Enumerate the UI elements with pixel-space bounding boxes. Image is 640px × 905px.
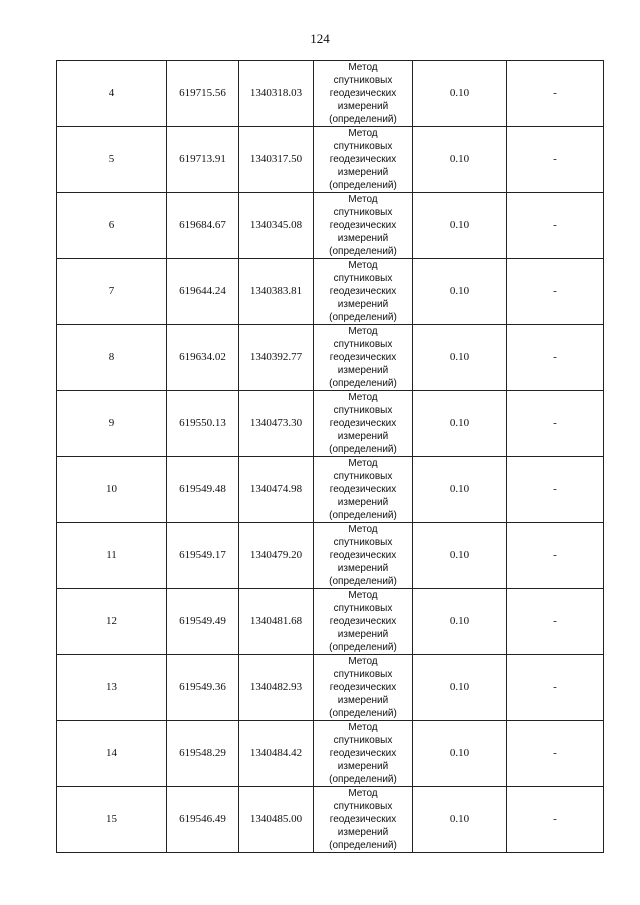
x-coordinate-cell: 619644.24	[167, 259, 239, 325]
table-body	[57, 61, 604, 853]
method-cell	[314, 589, 413, 655]
table-row	[57, 61, 604, 127]
y-coordinate-cell: 1340383.81	[239, 259, 314, 325]
x-coordinate-cell: 619684.67	[167, 193, 239, 259]
method-text: Метод спутниковых геодезических измерений (определений)	[329, 392, 397, 455]
description-cell: -	[507, 787, 604, 853]
accuracy-cell: 0.10	[413, 259, 507, 325]
table-row	[57, 655, 604, 721]
method-text: Метод спутниковых геодезических измерений (определений)	[329, 788, 397, 851]
point-number-cell: 15	[57, 787, 167, 853]
y-coordinate-cell: 1340317.50	[239, 127, 314, 193]
point-number-cell: 12	[57, 589, 167, 655]
accuracy-cell: 0.10	[413, 787, 507, 853]
accuracy-cell: 0.10	[413, 457, 507, 523]
accuracy-cell: 0.10	[413, 589, 507, 655]
description-cell: -	[507, 259, 604, 325]
description-cell: -	[507, 391, 604, 457]
y-coordinate-cell: 1340484.42	[239, 721, 314, 787]
accuracy-cell: 0.10	[413, 61, 507, 127]
coordinates-table	[56, 60, 604, 853]
x-coordinate-cell: 619634.02	[167, 325, 239, 391]
description-cell: -	[507, 523, 604, 589]
y-coordinate-cell: 1340345.08	[239, 193, 314, 259]
accuracy-cell: 0.10	[413, 391, 507, 457]
y-coordinate-cell: 1340474.98	[239, 457, 314, 523]
description-cell: -	[507, 61, 604, 127]
table-row	[57, 325, 604, 391]
point-number-cell: 4	[57, 61, 167, 127]
method-text: Метод спутниковых геодезических измерений (определений)	[329, 458, 397, 521]
method-text: Метод спутниковых геодезических измерений (определений)	[329, 62, 397, 125]
method-text: Метод спутниковых геодезических измерений (определений)	[329, 722, 397, 785]
x-coordinate-cell: 619549.49	[167, 589, 239, 655]
page-number: 124	[310, 31, 330, 46]
point-number-cell: 9	[57, 391, 167, 457]
description-cell: -	[507, 325, 604, 391]
method-text: Метод спутниковых геодезических измерений (определений)	[329, 326, 397, 389]
description-cell: -	[507, 457, 604, 523]
method-text: Метод спутниковых геодезических измерений (определений)	[329, 524, 397, 587]
x-coordinate-cell: 619549.36	[167, 655, 239, 721]
method-cell	[314, 457, 413, 523]
description-cell: -	[507, 721, 604, 787]
description-cell: -	[507, 127, 604, 193]
description-cell: -	[507, 193, 604, 259]
point-number-cell: 8	[57, 325, 167, 391]
x-coordinate-cell: 619713.91	[167, 127, 239, 193]
point-number-cell: 7	[57, 259, 167, 325]
table-row	[57, 589, 604, 655]
method-cell	[314, 787, 413, 853]
method-text: Метод спутниковых геодезических измерений (определений)	[329, 590, 397, 653]
accuracy-cell: 0.10	[413, 325, 507, 391]
y-coordinate-cell: 1340481.68	[239, 589, 314, 655]
method-cell	[314, 193, 413, 259]
method-text: Метод спутниковых геодезических измерений (определений)	[329, 194, 397, 257]
y-coordinate-cell: 1340473.30	[239, 391, 314, 457]
y-coordinate-cell: 1340482.93	[239, 655, 314, 721]
x-coordinate-cell: 619546.49	[167, 787, 239, 853]
x-coordinate-cell: 619549.48	[167, 457, 239, 523]
point-number-cell: 11	[57, 523, 167, 589]
method-cell	[314, 391, 413, 457]
table-row	[57, 259, 604, 325]
y-coordinate-cell: 1340485.00	[239, 787, 314, 853]
table-row	[57, 523, 604, 589]
table-row	[57, 193, 604, 259]
table-row	[57, 457, 604, 523]
x-coordinate-cell: 619548.29	[167, 721, 239, 787]
method-text: Метод спутниковых геодезических измерений (определений)	[329, 656, 397, 719]
accuracy-cell: 0.10	[413, 655, 507, 721]
x-coordinate-cell: 619549.17	[167, 523, 239, 589]
point-number-cell: 6	[57, 193, 167, 259]
accuracy-cell: 0.10	[413, 193, 507, 259]
table-row	[57, 127, 604, 193]
accuracy-cell: 0.10	[413, 127, 507, 193]
description-cell: -	[507, 589, 604, 655]
table-row	[57, 787, 604, 853]
method-cell	[314, 523, 413, 589]
y-coordinate-cell: 1340392.77	[239, 325, 314, 391]
point-number-cell: 10	[57, 457, 167, 523]
method-cell	[314, 721, 413, 787]
x-coordinate-cell: 619715.56	[167, 61, 239, 127]
method-cell	[314, 259, 413, 325]
point-number-cell: 13	[57, 655, 167, 721]
table-row	[57, 391, 604, 457]
method-text: Метод спутниковых геодезических измерений (определений)	[329, 128, 397, 191]
method-text: Метод спутниковых геодезических измерений (определений)	[329, 260, 397, 323]
method-cell	[314, 61, 413, 127]
accuracy-cell: 0.10	[413, 523, 507, 589]
description-cell: -	[507, 655, 604, 721]
point-number-cell: 14	[57, 721, 167, 787]
method-cell	[314, 127, 413, 193]
table-row	[57, 721, 604, 787]
x-coordinate-cell: 619550.13	[167, 391, 239, 457]
method-cell	[314, 325, 413, 391]
y-coordinate-cell: 1340479.20	[239, 523, 314, 589]
method-cell	[314, 655, 413, 721]
accuracy-cell: 0.10	[413, 721, 507, 787]
y-coordinate-cell: 1340318.03	[239, 61, 314, 127]
point-number-cell: 5	[57, 127, 167, 193]
